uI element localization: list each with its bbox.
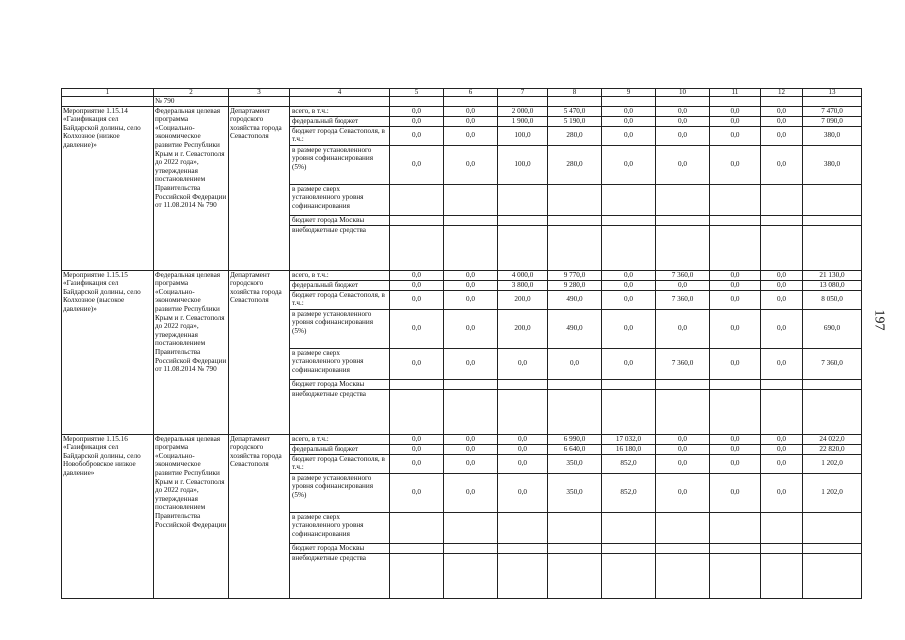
value-cell: 0,0 bbox=[498, 348, 548, 379]
value-cell bbox=[498, 543, 548, 553]
value-cell bbox=[498, 225, 548, 270]
value-cell: 0,0 bbox=[710, 348, 761, 379]
value-cell bbox=[444, 215, 498, 225]
value-cell: 0,0 bbox=[602, 126, 656, 145]
header-cell: 8 bbox=[548, 89, 602, 97]
value-cell bbox=[602, 184, 656, 215]
value-cell: 7 360,0 bbox=[656, 348, 710, 379]
empty-cell bbox=[444, 97, 498, 107]
value-cell: 0,0 bbox=[710, 454, 761, 473]
value-cell: 0,0 bbox=[390, 116, 444, 126]
empty-cell bbox=[803, 97, 862, 107]
value-cell bbox=[602, 225, 656, 270]
value-cell: 0,0 bbox=[498, 454, 548, 473]
header-row bbox=[62, 89, 862, 97]
value-cell: 0,0 bbox=[602, 106, 656, 116]
header-cell: 13 bbox=[803, 89, 862, 97]
indicator-label: в размере сверх установленного уровня софинансирования bbox=[290, 512, 390, 543]
value-cell: 280,0 bbox=[548, 126, 602, 145]
value-cell: 0,0 bbox=[761, 270, 803, 280]
value-cell bbox=[710, 389, 761, 434]
value-cell bbox=[761, 184, 803, 215]
value-cell bbox=[656, 184, 710, 215]
value-cell: 5 190,0 bbox=[548, 116, 602, 126]
value-cell bbox=[710, 225, 761, 270]
executor-cell: Департамент городского хозяйства города Севастополя bbox=[229, 106, 290, 270]
value-cell: 0,0 bbox=[710, 116, 761, 126]
value-cell: 0,0 bbox=[710, 106, 761, 116]
value-cell: 8 050,0 bbox=[803, 290, 862, 309]
measure-cell: Мероприятие 1.15.14 «Газификация сел Байдарской долины, село Колхозное (низкое давление)» bbox=[62, 106, 154, 270]
value-cell: 0,0 bbox=[656, 116, 710, 126]
value-cell: 0,0 bbox=[710, 473, 761, 512]
value-cell: 0,0 bbox=[710, 444, 761, 454]
value-cell bbox=[761, 512, 803, 543]
value-cell bbox=[548, 215, 602, 225]
value-cell: 0,0 bbox=[390, 126, 444, 145]
value-cell bbox=[548, 512, 602, 543]
value-cell: 490,0 bbox=[548, 309, 602, 348]
value-cell bbox=[656, 543, 710, 553]
value-cell bbox=[390, 184, 444, 215]
value-cell: 0,0 bbox=[390, 444, 444, 454]
executor-cell: Департамент городского хозяйства города Севастополя bbox=[229, 270, 290, 434]
value-cell: 0,0 bbox=[710, 309, 761, 348]
value-cell: 0,0 bbox=[602, 280, 656, 290]
value-cell bbox=[548, 225, 602, 270]
value-cell: 0,0 bbox=[656, 106, 710, 116]
value-cell: 350,0 bbox=[548, 454, 602, 473]
value-cell bbox=[444, 379, 498, 389]
value-cell: 0,0 bbox=[444, 309, 498, 348]
value-cell: 4 000,0 bbox=[498, 270, 548, 280]
value-cell: 0,0 bbox=[548, 348, 602, 379]
value-cell: 0,0 bbox=[761, 454, 803, 473]
indicator-label: всего, в т.ч.: bbox=[290, 270, 390, 280]
value-cell bbox=[803, 389, 862, 434]
table-row bbox=[62, 106, 862, 116]
value-cell: 350,0 bbox=[548, 473, 602, 512]
indicator-label: бюджет города Севастополя, в т.ч.: bbox=[290, 454, 390, 473]
indicator-label: внебюджетные средства bbox=[290, 553, 390, 598]
value-cell: 13 080,0 bbox=[803, 280, 862, 290]
value-cell: 7 360,0 bbox=[656, 290, 710, 309]
value-cell: 0,0 bbox=[390, 270, 444, 280]
value-cell bbox=[710, 512, 761, 543]
value-cell bbox=[390, 225, 444, 270]
indicator-label: федеральный бюджет bbox=[290, 444, 390, 454]
value-cell: 0,0 bbox=[444, 270, 498, 280]
value-cell bbox=[390, 379, 444, 389]
value-cell: 380,0 bbox=[803, 145, 862, 184]
header-cell: 5 bbox=[390, 89, 444, 97]
value-cell bbox=[390, 389, 444, 434]
value-cell: 0,0 bbox=[761, 126, 803, 145]
value-cell bbox=[656, 379, 710, 389]
value-cell: 21 130,0 bbox=[803, 270, 862, 280]
value-cell bbox=[602, 512, 656, 543]
value-cell: 0,0 bbox=[390, 290, 444, 309]
header-cell: 4 bbox=[290, 89, 390, 97]
empty-cell bbox=[602, 97, 656, 107]
page-number: 197 bbox=[871, 309, 887, 331]
value-cell bbox=[710, 379, 761, 389]
value-cell: 0,0 bbox=[656, 309, 710, 348]
value-cell: 0,0 bbox=[710, 270, 761, 280]
value-cell: 0,0 bbox=[710, 434, 761, 444]
value-cell: 0,0 bbox=[761, 309, 803, 348]
value-cell bbox=[656, 215, 710, 225]
empty-cell bbox=[390, 97, 444, 107]
empty-cell bbox=[656, 97, 710, 107]
value-cell: 0,0 bbox=[656, 454, 710, 473]
value-cell bbox=[803, 553, 862, 598]
value-cell: 0,0 bbox=[444, 126, 498, 145]
indicator-label: всего, в т.ч.: bbox=[290, 434, 390, 444]
value-cell: 0,0 bbox=[761, 348, 803, 379]
empty-cell bbox=[761, 97, 803, 107]
value-cell bbox=[710, 543, 761, 553]
value-cell: 0,0 bbox=[444, 434, 498, 444]
continuation-row bbox=[62, 97, 862, 107]
value-cell bbox=[498, 379, 548, 389]
value-cell: 0,0 bbox=[444, 444, 498, 454]
value-cell: 9 280,0 bbox=[548, 280, 602, 290]
value-cell: 0,0 bbox=[444, 280, 498, 290]
value-cell: 852,0 bbox=[602, 473, 656, 512]
value-cell: 0,0 bbox=[710, 290, 761, 309]
value-cell: 380,0 bbox=[803, 126, 862, 145]
value-cell bbox=[710, 184, 761, 215]
header-cell: 10 bbox=[656, 89, 710, 97]
header-cell: 2 bbox=[154, 89, 229, 97]
value-cell: 7 470,0 bbox=[803, 106, 862, 116]
empty-cell bbox=[290, 97, 390, 107]
value-cell: 490,0 bbox=[548, 290, 602, 309]
value-cell: 0,0 bbox=[761, 145, 803, 184]
value-cell bbox=[548, 553, 602, 598]
executor-cell: Департамент городского хозяйства города Севастополя bbox=[229, 434, 290, 598]
empty-cell bbox=[548, 97, 602, 107]
value-cell bbox=[602, 553, 656, 598]
value-cell: 1 202,0 bbox=[803, 454, 862, 473]
empty-cell bbox=[229, 97, 290, 107]
value-cell bbox=[498, 184, 548, 215]
value-cell: 0,0 bbox=[602, 116, 656, 126]
value-cell: 100,0 bbox=[498, 126, 548, 145]
value-cell: 24 022,0 bbox=[803, 434, 862, 444]
value-cell bbox=[548, 184, 602, 215]
top-margin bbox=[110, 60, 860, 61]
value-cell: 0,0 bbox=[390, 106, 444, 116]
value-cell: 2 000,0 bbox=[498, 106, 548, 116]
indicator-label: в размере сверх установленного уровня софинансирования bbox=[290, 348, 390, 379]
value-cell bbox=[656, 389, 710, 434]
value-cell bbox=[548, 379, 602, 389]
program-cell: Федеральная целевая программа «Социально-экономическое развитие Республики Крым и г. Севастополя до 2022 года», утвержденная постановлением Правительства Российской Федерации от 11.08.2014 № 790 bbox=[154, 270, 229, 434]
value-cell bbox=[444, 512, 498, 543]
value-cell: 7 360,0 bbox=[656, 270, 710, 280]
value-cell bbox=[444, 184, 498, 215]
indicator-label: в размере установленного уровня софинансирования (5%) bbox=[290, 145, 390, 184]
value-cell: 0,0 bbox=[444, 454, 498, 473]
value-cell: 0,0 bbox=[602, 348, 656, 379]
continuation-text: № 790 bbox=[154, 97, 229, 107]
value-cell bbox=[602, 379, 656, 389]
value-cell: 0,0 bbox=[602, 145, 656, 184]
value-cell: 0,0 bbox=[444, 348, 498, 379]
indicator-label: в размере установленного уровня софинансирования (5%) bbox=[290, 309, 390, 348]
value-cell: 7 090,0 bbox=[803, 116, 862, 126]
value-cell bbox=[803, 215, 862, 225]
value-cell bbox=[803, 543, 862, 553]
value-cell: 690,0 bbox=[803, 309, 862, 348]
value-cell bbox=[390, 543, 444, 553]
value-cell bbox=[444, 553, 498, 598]
value-cell bbox=[602, 389, 656, 434]
value-cell bbox=[803, 184, 862, 215]
value-cell: 0,0 bbox=[656, 280, 710, 290]
value-cell bbox=[498, 389, 548, 434]
value-cell bbox=[498, 215, 548, 225]
value-cell bbox=[390, 553, 444, 598]
value-cell: 0,0 bbox=[761, 106, 803, 116]
value-cell: 0,0 bbox=[761, 116, 803, 126]
value-cell: 0,0 bbox=[602, 270, 656, 280]
value-cell: 3 800,0 bbox=[498, 280, 548, 290]
measure-cell: Мероприятие 1.15.16 «Газификация сел Байдарской долины, село Новобобровское низкое давление» bbox=[62, 434, 154, 598]
value-cell bbox=[761, 215, 803, 225]
value-cell: 0,0 bbox=[761, 290, 803, 309]
value-cell: 0,0 bbox=[390, 454, 444, 473]
value-cell bbox=[602, 215, 656, 225]
value-cell: 0,0 bbox=[710, 280, 761, 290]
value-cell: 0,0 bbox=[656, 126, 710, 145]
value-cell: 6 640,0 bbox=[548, 444, 602, 454]
empty-cell bbox=[62, 97, 154, 107]
indicator-label: всего, в т.ч.: bbox=[290, 106, 390, 116]
value-cell: 1 900,0 bbox=[498, 116, 548, 126]
value-cell bbox=[710, 553, 761, 598]
value-cell bbox=[761, 389, 803, 434]
indicator-label: бюджет города Севастополя, в т.ч.: bbox=[290, 290, 390, 309]
program-cell: Федеральная целевая программа «Социально-экономическое развитие Республики Крым и г. Севастополя до 2022 года», утвержденная постановлением Правительства Российской Федерации от 11.08.2014 № 790 bbox=[154, 106, 229, 270]
header-cell: 9 bbox=[602, 89, 656, 97]
value-cell: 0,0 bbox=[390, 145, 444, 184]
value-cell bbox=[656, 512, 710, 543]
value-cell bbox=[803, 512, 862, 543]
indicator-label: федеральный бюджет bbox=[290, 116, 390, 126]
value-cell bbox=[444, 543, 498, 553]
value-cell: 0,0 bbox=[602, 290, 656, 309]
value-cell: 0,0 bbox=[444, 106, 498, 116]
value-cell bbox=[498, 553, 548, 598]
value-cell: 0,0 bbox=[656, 434, 710, 444]
value-cell bbox=[710, 215, 761, 225]
value-cell: 0,0 bbox=[710, 145, 761, 184]
measure-cell: Мероприятие 1.15.15 «Газификация сел Байдарской долины, село Колхозное (высокое давление)» bbox=[62, 270, 154, 434]
value-cell: 5 470,0 bbox=[548, 106, 602, 116]
value-cell: 0,0 bbox=[390, 280, 444, 290]
header-cell: 11 bbox=[710, 89, 761, 97]
value-cell bbox=[656, 553, 710, 598]
value-cell: 0,0 bbox=[761, 434, 803, 444]
value-cell: 7 360,0 bbox=[803, 348, 862, 379]
value-cell: 0,0 bbox=[444, 116, 498, 126]
table-row bbox=[62, 434, 862, 444]
value-cell bbox=[761, 379, 803, 389]
value-cell: 0,0 bbox=[656, 145, 710, 184]
value-cell: 0,0 bbox=[390, 473, 444, 512]
value-cell bbox=[803, 225, 862, 270]
value-cell bbox=[761, 225, 803, 270]
header-cell: 6 bbox=[444, 89, 498, 97]
value-cell: 0,0 bbox=[656, 444, 710, 454]
value-cell: 0,0 bbox=[444, 473, 498, 512]
value-cell: 0,0 bbox=[390, 434, 444, 444]
value-cell: 0,0 bbox=[710, 126, 761, 145]
header-cell: 1 bbox=[62, 89, 154, 97]
empty-cell bbox=[498, 97, 548, 107]
value-cell bbox=[548, 543, 602, 553]
value-cell: 0,0 bbox=[602, 309, 656, 348]
value-cell bbox=[803, 379, 862, 389]
value-cell: 1 202,0 bbox=[803, 473, 862, 512]
header-cell: 7 bbox=[498, 89, 548, 97]
value-cell bbox=[390, 215, 444, 225]
value-cell: 0,0 bbox=[656, 473, 710, 512]
value-cell: 0,0 bbox=[761, 444, 803, 454]
value-cell bbox=[390, 512, 444, 543]
value-cell: 22 820,0 bbox=[803, 444, 862, 454]
value-cell bbox=[761, 543, 803, 553]
value-cell: 852,0 bbox=[602, 454, 656, 473]
value-cell bbox=[498, 512, 548, 543]
value-cell: 0,0 bbox=[390, 348, 444, 379]
value-cell: 0,0 bbox=[444, 145, 498, 184]
header-cell: 3 bbox=[229, 89, 290, 97]
value-cell: 280,0 bbox=[548, 145, 602, 184]
indicator-label: федеральный бюджет bbox=[290, 280, 390, 290]
value-cell: 200,0 bbox=[498, 290, 548, 309]
header-cell: 12 bbox=[761, 89, 803, 97]
value-cell bbox=[444, 225, 498, 270]
indicator-label: бюджет города Москвы bbox=[290, 215, 390, 225]
value-cell: 0,0 bbox=[498, 444, 548, 454]
value-cell: 0,0 bbox=[444, 290, 498, 309]
value-cell bbox=[444, 389, 498, 434]
value-cell: 0,0 bbox=[761, 473, 803, 512]
indicator-label: бюджет города Москвы bbox=[290, 379, 390, 389]
program-cell: Федеральная целевая программа «Социально-экономическое развитие Республики Крым и г. Севастополя до 2022 года», утвержденная постановлением Правительства Российской Федерации bbox=[154, 434, 229, 598]
indicator-label: в размере сверх установленного уровня софинансирования bbox=[290, 184, 390, 215]
indicator-label: внебюджетные средства bbox=[290, 389, 390, 434]
empty-cell bbox=[710, 97, 761, 107]
table-row bbox=[62, 270, 862, 280]
indicator-label: внебюджетные средства bbox=[290, 225, 390, 270]
value-cell: 200,0 bbox=[498, 309, 548, 348]
value-cell: 0,0 bbox=[390, 309, 444, 348]
value-cell: 16 180,0 bbox=[602, 444, 656, 454]
indicator-label: бюджет города Москвы bbox=[290, 543, 390, 553]
value-cell: 0,0 bbox=[498, 434, 548, 444]
value-cell: 100,0 bbox=[498, 145, 548, 184]
value-cell: 17 032,0 bbox=[602, 434, 656, 444]
value-cell: 0,0 bbox=[761, 280, 803, 290]
value-cell: 6 990,0 bbox=[548, 434, 602, 444]
value-cell bbox=[548, 389, 602, 434]
indicator-label: бюджет города Севастополя, в т.ч.: bbox=[290, 126, 390, 145]
indicator-label: в размере установленного уровня софинансирования (5%) bbox=[290, 473, 390, 512]
value-cell bbox=[602, 543, 656, 553]
value-cell bbox=[656, 225, 710, 270]
value-cell: 0,0 bbox=[498, 473, 548, 512]
value-cell: 9 770,0 bbox=[548, 270, 602, 280]
funding-table bbox=[61, 88, 862, 599]
value-cell bbox=[761, 553, 803, 598]
